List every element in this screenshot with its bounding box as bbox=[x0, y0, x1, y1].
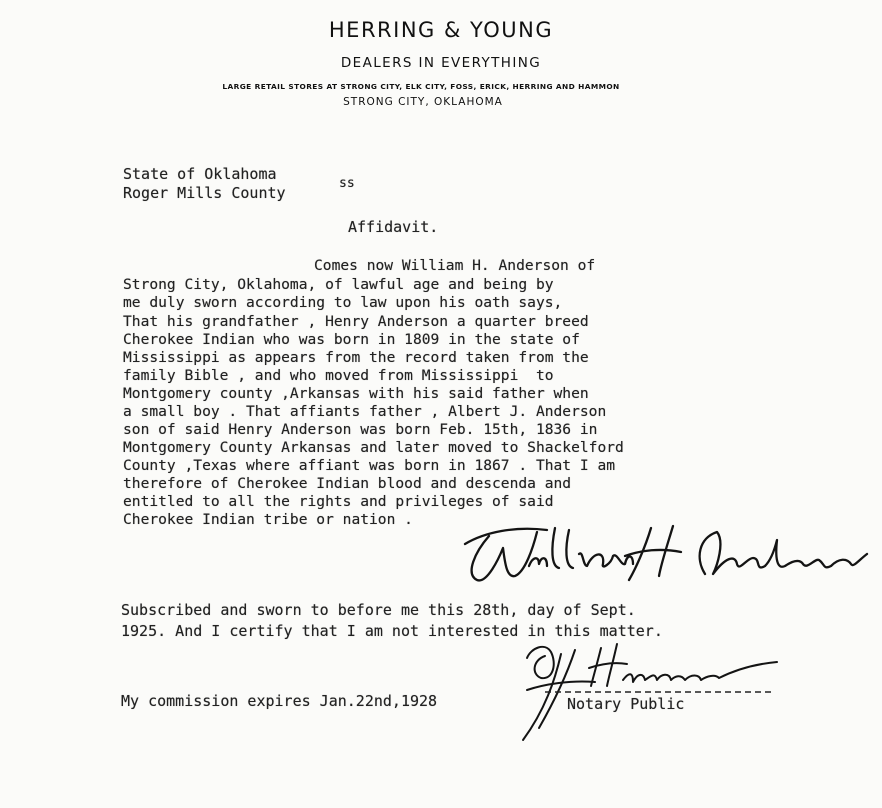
venue-ss: ss bbox=[339, 176, 355, 191]
jurat-line: 1925. And I certify that I am not interested in this matter. bbox=[121, 622, 663, 640]
notary-title: Notary Public bbox=[567, 695, 685, 713]
body-line: family Bible , and who moved from Mississippi to bbox=[123, 367, 554, 384]
body-line: County ,Texas where affiant was born in 1867 . That I am bbox=[123, 457, 616, 474]
letterhead-company: HERRING & YOUNG bbox=[328, 18, 554, 42]
body-line: That his grandfather , Henry Anderson a quarter breed bbox=[123, 313, 589, 330]
body-line: Strong City, Oklahoma, of lawful age and being by bbox=[123, 276, 554, 293]
body-line: me duly sworn according to law upon his oath says, bbox=[123, 294, 563, 311]
body-line: son of said Henry Anderson was born Feb. 15th, 1836 in bbox=[123, 421, 598, 438]
body-line: a small boy . That affiants father , Albert J. Anderson bbox=[123, 403, 607, 420]
letterhead-tagline: DEALERS IN EVERYTHING bbox=[340, 55, 542, 71]
body-line: Montgomery County Arkansas and later moved to Shackelford bbox=[123, 439, 624, 456]
body-line: therefore of Cherokee Indian blood and descenda and bbox=[123, 475, 572, 492]
affidavit-title: Affidavit. bbox=[348, 218, 439, 236]
body-line: Montgomery county ,Arkansas with his said father when bbox=[123, 385, 589, 402]
venue-state: State of Oklahoma bbox=[123, 165, 277, 183]
body-line: entitled to all the rights and privileges of said bbox=[123, 493, 554, 510]
letterhead-city: STRONG CITY, OKLAHOMA bbox=[343, 96, 503, 108]
jurat-line: Subscribed and sworn to before me this 28th, day of Sept. bbox=[121, 601, 636, 619]
body-line: Comes now William H. Anderson of bbox=[314, 257, 596, 274]
commission-expires: My commission expires Jan.22nd,1928 bbox=[121, 692, 438, 710]
venue-county: Roger Mills County bbox=[123, 184, 286, 202]
body-line: Cherokee Indian tribe or nation . bbox=[123, 511, 413, 528]
affiant-signature bbox=[455, 518, 870, 598]
notary-signature bbox=[505, 640, 780, 748]
letterhead-stores: LARGE RETAIL STORES AT STRONG CITY, ELK CITY, FOSS, ERICK, HERRING AND HAMMON bbox=[222, 82, 620, 91]
body-line: Mississippi as appears from the record taken from the bbox=[123, 349, 589, 366]
body-line: Cherokee Indian who was born in 1809 in the state of bbox=[123, 331, 580, 348]
